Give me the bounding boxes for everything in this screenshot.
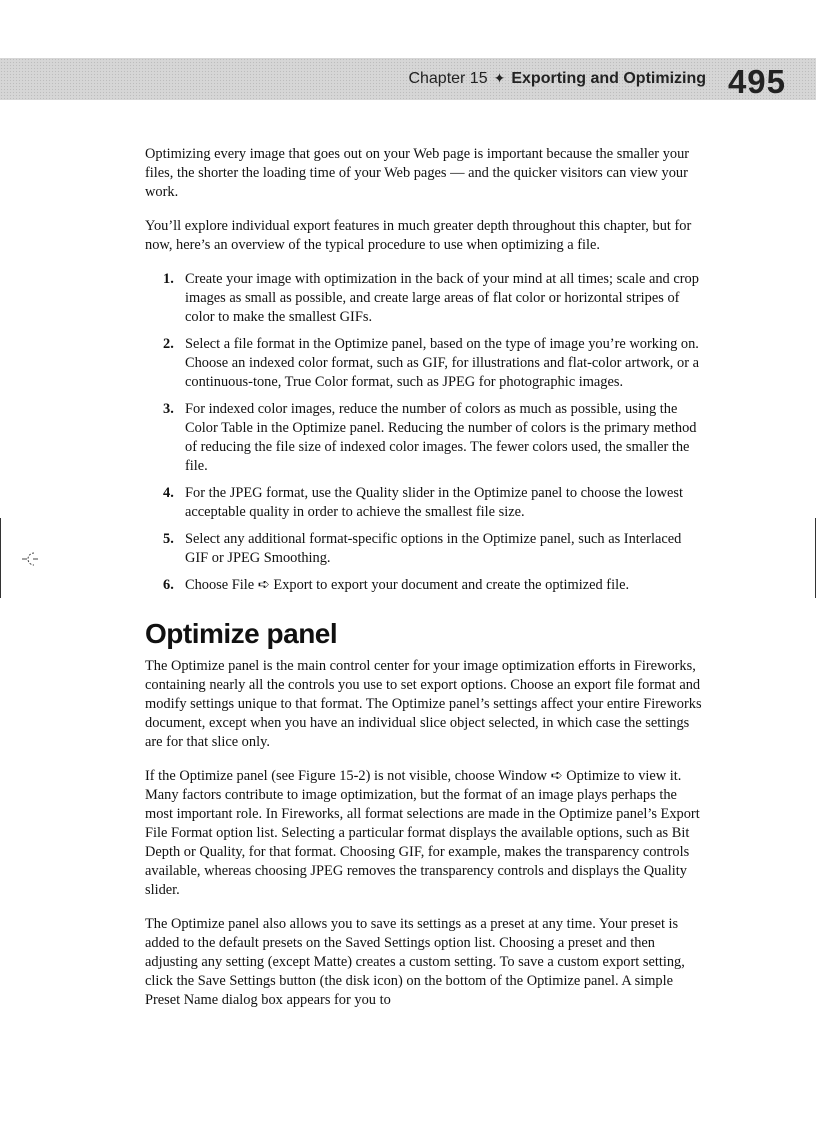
step-text: Create your image with optimization in the back of your mind at all times; scale and crop images as small as possible, and create large areas of flat color or horizontal stripes of color to make the smallest GIFs. <box>185 271 699 325</box>
registration-mark-icon <box>20 548 40 568</box>
step-number: 3. <box>163 401 174 417</box>
body-paragraph: The Optimize panel is the main control center for your image optimization efforts in Fireworks, containing nearly all the controls you use to set export options. Choose an export file format and modify settings unique to that format. The Optimize panel’s settings affect your entire Fireworks document, except when you have an individual slice object selected, in which case the settings are for that slice only. <box>145 658 702 750</box>
page-number: 495 <box>727 63 786 100</box>
step-number: 4. <box>163 485 174 501</box>
step-number: 2. <box>163 336 174 352</box>
procedure-steps <box>145 270 705 595</box>
intro-paragraph: You’ll explore individual export features in much greater depth throughout this chapter, but for now, here’s an overview of the typical procedure to use when optimizing a file. <box>145 218 692 253</box>
body-paragraph: If the Optimize panel (see Figure 15-2) is not visible, choose Window ➪ Optimize to view it. Many factors contribute to image optimization, but the format of an image plays perhaps the most important role. In Fireworks, all format selections are made in the Optimize panel’s Export File Format option list. Selecting a particular format displays the available options, such as Bit Depth or Quality, for that format. Choosing GIF, for example, makes the transparency controls available, whereas choosing JPEG removes the transparency controls and displays the Quality slider. <box>145 768 700 898</box>
list-item <box>145 400 705 476</box>
step-number: 5. <box>163 531 174 547</box>
step-text: Select any additional format-specific options in the Optimize panel, such as Interlaced GIF or JPEG Smoothing. <box>185 531 682 566</box>
body-paragraph: The Optimize panel also allows you to save its settings as a preset at any time. Your preset is added to the default presets on the Saved Settings option list. Choosing a preset and then adjusting any setting (except Matte) creates a custom setting. To save a custom export setting, click the Save Settings button (the disk icon) on the bottom of the Optimize panel. A simple Preset Name dialog box appears for you to <box>145 916 685 1008</box>
left-margin-rule <box>0 518 1 598</box>
step-text: For indexed color images, reduce the number of colors as much as possible, using the Color Table in the Optimize panel. Reducing the number of colors is the primary method of reducing the file size of indexed color images. The fewer colors used, the smaller the file. <box>185 401 697 474</box>
separator-icon: ✦ <box>493 70 506 86</box>
list-item <box>145 484 705 522</box>
running-head <box>408 70 706 88</box>
step-text: For the JPEG format, use the Quality slider in the Optimize panel to choose the lowest acceptable quality in order to achieve the smallest file size. <box>185 485 683 520</box>
list-item <box>145 335 705 392</box>
page-body <box>145 145 705 1025</box>
step-number: 6. <box>163 577 174 593</box>
list-item <box>145 270 705 327</box>
intro-paragraph: Optimizing every image that goes out on your Web page is important because the smaller your files, the shorter the loading time of your Web pages — and the quicker visitors can view your work. <box>145 146 690 200</box>
section-heading: Optimize panel <box>145 618 338 649</box>
chapter-title: Exporting and Optimizing <box>511 70 706 87</box>
step-text: Select a file format in the Optimize panel, based on the type of image you’re working on. Choose an indexed color format, such as GIF, for illustrations and flat-color artwork, or a continuous-tone, True Color format, such as JPEG for photographic images. <box>185 336 699 390</box>
chapter-label: Chapter 15 <box>408 70 488 87</box>
list-item <box>145 576 705 595</box>
step-number: 1. <box>163 271 174 287</box>
step-text: Choose File ➪ Export to export your document and create the optimized file. <box>185 577 630 593</box>
list-item <box>145 530 705 568</box>
